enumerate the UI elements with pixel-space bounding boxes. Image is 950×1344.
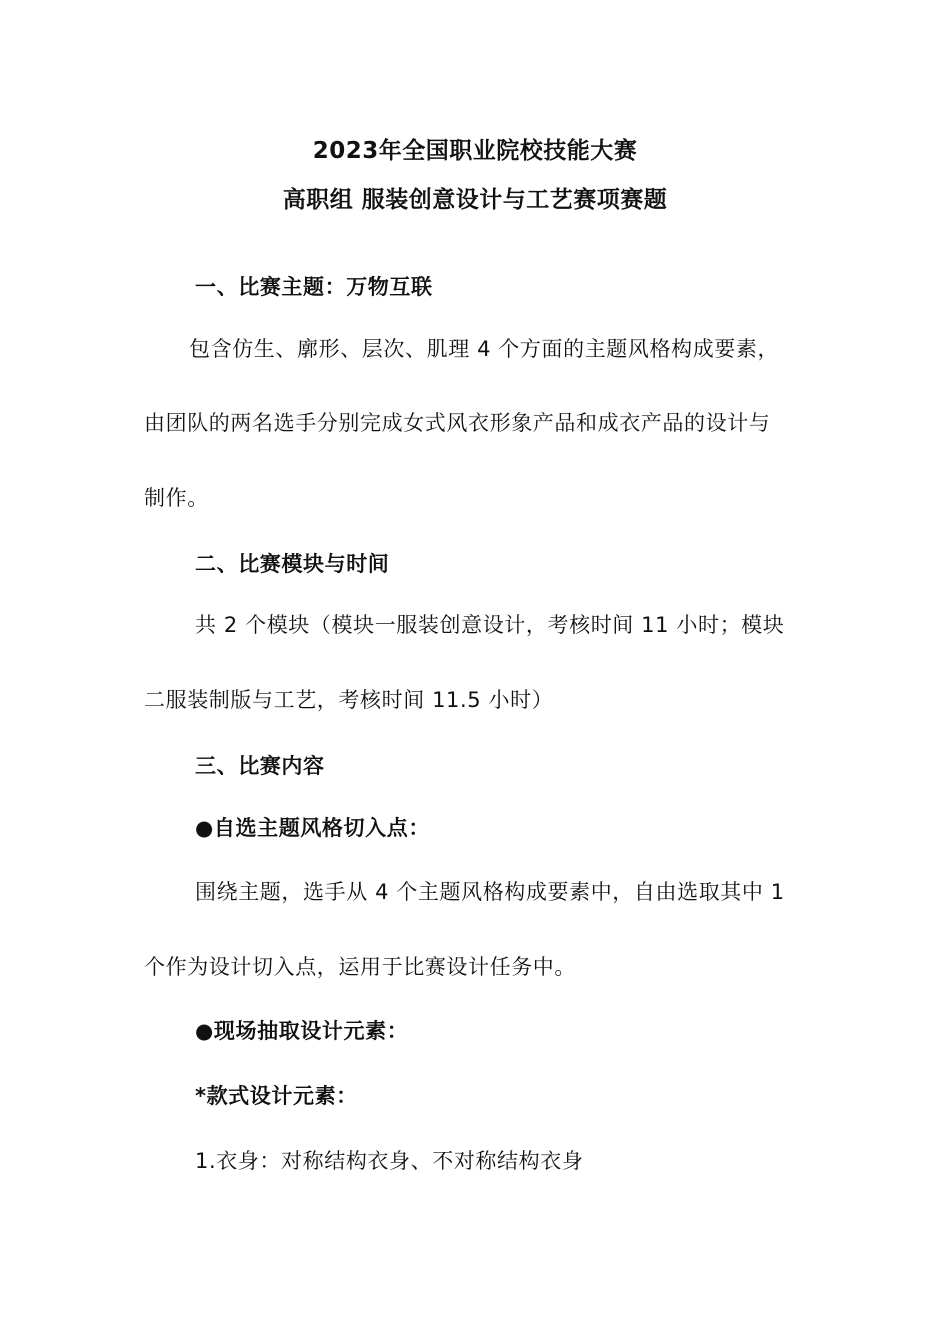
section3-heading: 三、比赛内容 <box>195 754 325 778</box>
section2-heading: 二、比赛模块与时间 <box>195 552 390 576</box>
section1-paragraph-line1: 包含仿生、廓形、层次、肌理 4 个方面的主题风格构成要素， <box>189 337 780 361</box>
subsection-theme-entry-paragraph-line2: 个作为设计切入点，运用于比赛设计任务中。 <box>144 955 576 979</box>
list-item-body: 1.衣身：对称结构衣身、不对称结构衣身 <box>195 1149 584 1173</box>
subsection-theme-entry-paragraph-line1: 围绕主题，选手从 4 个主题风格构成要素中，自由选取其中 1 <box>195 880 785 904</box>
section1-paragraph-line2: 由团队的两名选手分别完成女式风衣形象产品和成衣产品的设计与 <box>144 411 771 435</box>
document-title-line1: 2023年全国职业院校技能大赛 <box>312 138 638 164</box>
section1-paragraph-line3: 制作。 <box>144 486 209 510</box>
section2-paragraph-line1: 共 2 个模块（模块一服装创意设计，考核时间 11 小时；模块 <box>195 613 785 637</box>
section2-paragraph-line2: 二服装制版与工艺，考核时间 11.5 小时） <box>144 688 554 712</box>
document-title-line2: 高职组 服装创意设计与工艺赛项赛题 <box>282 187 668 213</box>
subsection-design-elements-heading: ●现场抽取设计元素： <box>195 1019 409 1043</box>
subsection-style-elements-heading: *款式设计元素： <box>195 1084 358 1108</box>
subsection-theme-entry-heading: ●自选主题风格切入点： <box>195 816 430 840</box>
section1-heading: 一、比赛主题：万物互联 <box>195 275 433 299</box>
